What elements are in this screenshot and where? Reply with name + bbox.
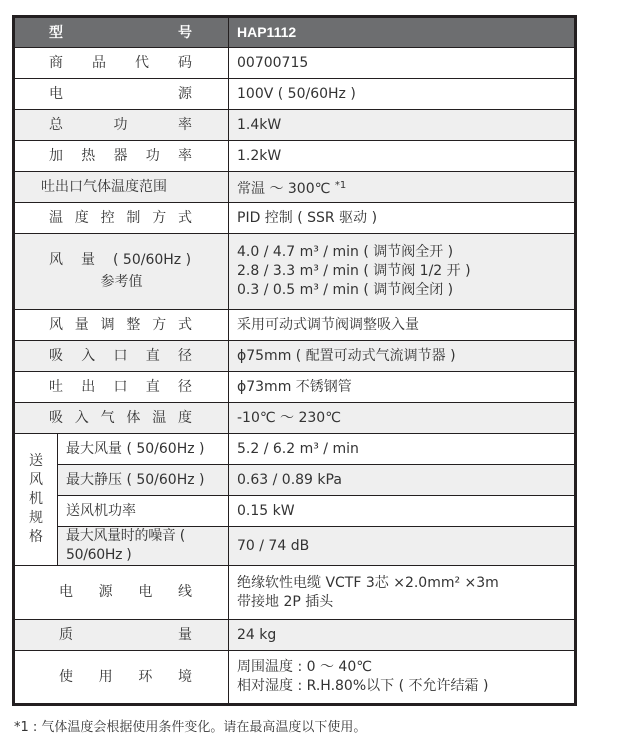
row-label [14,234,229,310]
label-char: 吸 [49,347,63,364]
label-char: 电 [59,584,73,600]
label-char: 热 [81,147,96,164]
blower-row [14,527,576,566]
blower-row [14,465,576,496]
table-row-airflow [14,234,576,310]
label-char: 功 [145,147,160,164]
label-char: 风 [49,316,63,333]
value-line: 绝缘软性电缆 VCTF 3芯 ×2.0mm² ×3m [237,574,499,591]
label-char: 源 [98,584,113,600]
table-row [14,48,576,79]
table-row [14,172,576,203]
label-char: 商 [49,54,63,71]
label-char: 直 [145,378,160,395]
table-row [14,203,576,234]
row-label: 吐出口气体温度范围 [14,172,229,203]
label-char: 出 [81,378,96,395]
value-line: 0.3 / 0.5 m³ / min ( 调节阀全闭 ) [237,282,454,298]
row-label [14,310,229,341]
label-char: 功 [113,116,128,133]
row-label [14,403,229,434]
label-char: 入 [81,347,96,364]
table-row [14,403,576,434]
label-char: 量 [178,626,192,643]
row-label [14,651,229,705]
row-value [229,651,576,705]
table-row [14,620,576,651]
row-value: 1.2kW [229,141,576,172]
table-row [14,341,576,372]
row-label [14,566,229,620]
blower-row [14,434,576,465]
blower-value: 5.2 / 6.2 m³ / min [229,434,576,465]
table-row [14,141,576,172]
table-row [14,372,576,403]
row-value [229,172,576,203]
label-char: 入 [74,409,89,426]
blower-value: 0.15 kW [229,496,576,527]
label-char: 温 [152,409,167,426]
blower-label: 最大风量 ( 50/60Hz ) [58,434,229,465]
label-char: 线 [177,584,192,600]
row-value: 采用可动式调节阀调整吸入量 [229,310,576,341]
label-char: 调 [100,316,115,333]
row-label [14,620,229,651]
row-value: ϕ73mm 不锈钢管 [229,372,576,403]
label-char: 直 [145,347,160,364]
label-char: 方 [152,209,167,226]
blower-label: 送风机功率 [58,496,229,527]
row-label [14,79,229,110]
row-value: 1.4kW [229,110,576,141]
value-line: 相对湿度 : R.H.80%以下 ( 不允许结霜 ) [237,678,489,694]
label-char: 吐 [49,378,63,395]
spec-table [12,15,577,706]
label-char: 率 [178,116,192,133]
row-value [229,234,576,310]
label-char: ( 50/60Hz ) [113,252,192,268]
table-row [14,79,576,110]
table-row [14,566,576,620]
label-char: 品 [92,54,106,71]
model-value: HAP1112 [229,17,576,48]
label-char: 用 [98,668,113,685]
label-char: 码 [178,54,192,71]
blower-group-label [14,434,58,566]
row-value: ϕ75mm ( 配置可动式气流调节器 ) [229,341,576,372]
label-char: 器 [113,147,128,164]
row-label [14,141,229,172]
label-char: 体 [126,409,141,426]
label-char: 式 [177,316,192,333]
table-row [14,110,576,141]
value-line: 4.0 / 4.7 m³ / min ( 调节阀全开 ) [237,244,454,260]
label-char: 质 [59,626,73,643]
label-char: 风 [49,252,63,268]
label-char: 整 [126,316,141,333]
table-row [14,651,576,705]
label-char: 电 [49,85,63,102]
value-line: 带接地 2P 插头 [237,593,334,610]
row-value [229,566,576,620]
label-char: 代 [135,54,149,71]
row-label [14,48,229,79]
row-value: PID 控制 ( SSR 驱动 ) [229,203,576,234]
label-char: 口 [113,378,128,395]
label-char: 号 [178,24,192,40]
label-sub: 参考值 [100,274,143,290]
label-char: 式 [177,209,192,226]
label-char: 境 [177,668,192,685]
row-label [14,372,229,403]
label-char: 量 [74,316,89,333]
label-char: 温 [49,209,63,226]
blower-value: 70 / 74 dB [229,527,576,566]
label-char: 度 [177,409,192,426]
label-char: 源 [178,85,192,102]
label-char: 径 [178,347,192,364]
label-char: 吸 [49,409,63,426]
blower-label: 最大风量时的噪音 ( 50/60Hz ) [58,527,229,566]
label-char: 方 [152,316,167,333]
blower-value: 0.63 / 0.89 kPa [229,465,576,496]
label-char: 格 [29,529,43,545]
footnote-ref: *1 [334,179,347,191]
label-char: 总 [49,116,63,133]
label-char: 机 [29,491,43,507]
label-char: 电 [138,584,153,600]
label-char: 使 [59,668,73,685]
label-char: 环 [138,668,153,685]
footnote: *1 : 气体温度会根据使用条件变化。请在最高温度以下使用。 [14,720,367,735]
header-label [14,17,229,48]
row-label [14,203,229,234]
label-char: 量 [81,252,95,268]
row-label [14,110,229,141]
label-char: 加 [49,147,63,164]
row-value: 24 kg [229,620,576,651]
row-value: -10℃ ～ 230℃ [229,403,576,434]
row-value: 100V ( 50/60Hz ) [229,79,576,110]
label-char: 径 [178,378,192,395]
label-char: 规 [29,510,43,526]
label-char: 制 [126,209,141,226]
label-char: 口 [113,347,128,364]
label-char: 风 [29,472,43,488]
table-header-row [14,17,576,48]
label-char: 送 [29,453,43,469]
table-row [14,310,576,341]
blower-row [14,496,576,527]
row-label [14,341,229,372]
value-line: 2.8 / 3.3 m³ / min ( 调节阀 1/2 开 ) [237,263,471,279]
label-char: 率 [178,147,192,164]
label-char: 度 [74,209,89,226]
row-value: 00700715 [229,48,576,79]
value-text: 常温 ～ 300℃ [237,180,331,197]
label-char: 型 [49,24,63,40]
blower-label: 最大静压 ( 50/60Hz ) [58,465,229,496]
label-char: 控 [100,209,115,226]
value-line: 周围温度 : 0 ～ 40℃ [237,659,372,675]
label-char: 气 [100,409,115,426]
